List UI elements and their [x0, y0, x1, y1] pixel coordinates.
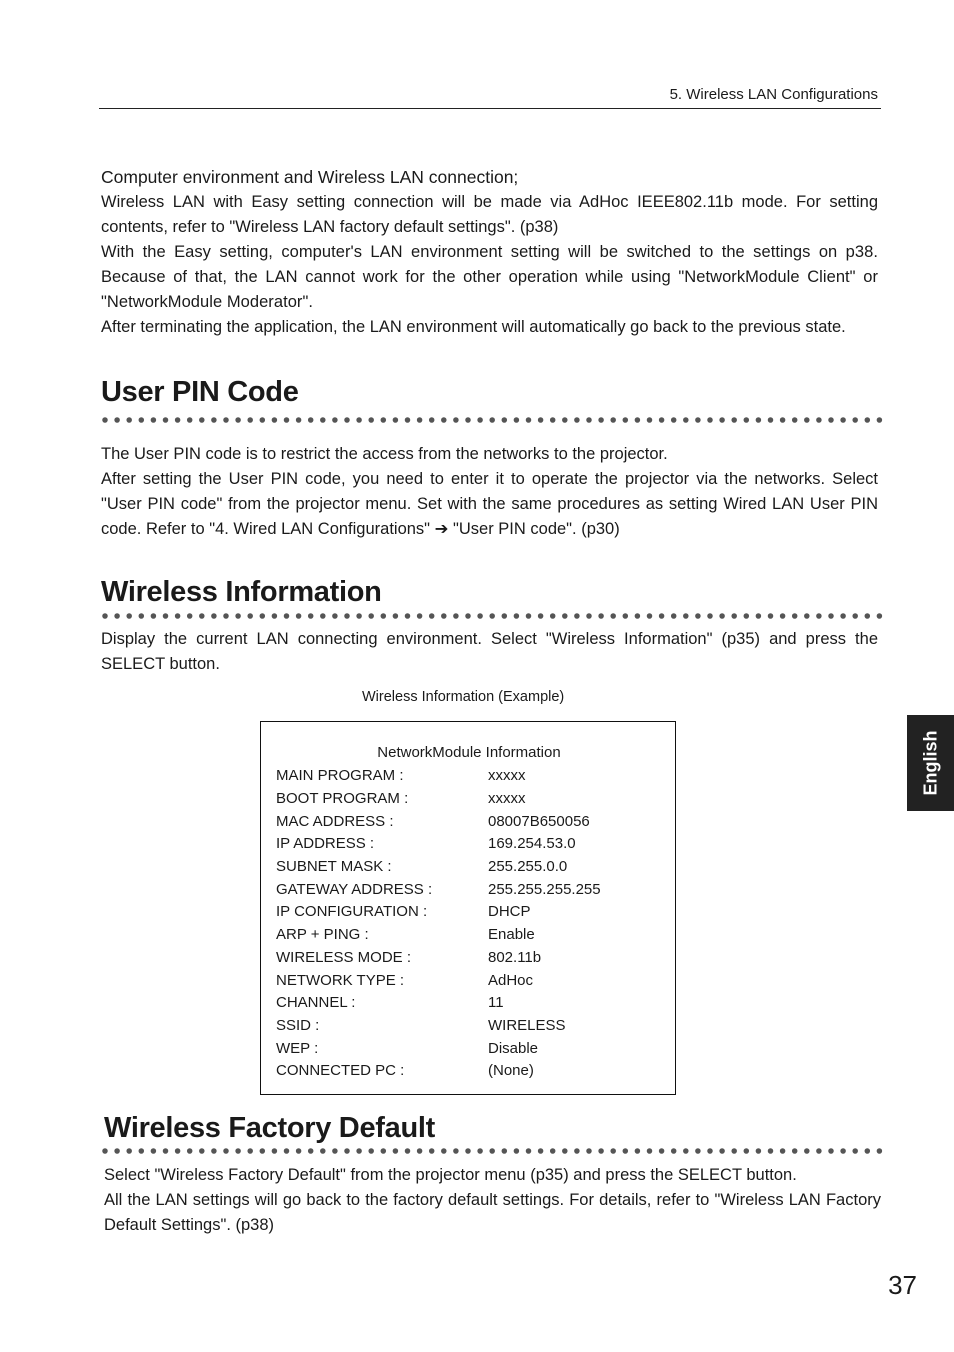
- info-row: [276, 813, 656, 836]
- info-value: 11: [488, 994, 504, 1011]
- info-value: WIRELESS: [488, 1017, 566, 1034]
- info-label: SSID :: [276, 1017, 320, 1034]
- info-label: MAIN PROGRAM :: [276, 767, 404, 784]
- info-row: [276, 790, 656, 813]
- info-row: [276, 994, 656, 1017]
- factory-default-body: [104, 1163, 881, 1238]
- info-label: IP CONFIGURATION :: [276, 903, 428, 920]
- info-row: [276, 767, 656, 790]
- info-label: NETWORK TYPE :: [276, 972, 405, 989]
- user-pin-body: [101, 442, 878, 542]
- info-value: AdHoc: [488, 972, 534, 989]
- info-value: 255.255.255.255: [488, 881, 601, 898]
- intro-body: [101, 190, 878, 340]
- info-label: MAC ADDRESS :: [276, 813, 394, 830]
- user-pin-paragraph: The User PIN code is to restrict the access from the networks to the projector.: [101, 445, 668, 463]
- info-row: [276, 858, 656, 881]
- info-label: WEP :: [276, 1040, 319, 1057]
- info-row: [276, 835, 656, 858]
- info-value: 08007B650056: [488, 813, 590, 830]
- intro-paragraph: Wireless LAN with Easy setting connection will be made via AdHoc IEEE802.11b mode. For setting contents, refer to "Wireless LAN factory default settings". (p38): [101, 193, 878, 236]
- info-label: CONNECTED PC :: [276, 1062, 405, 1079]
- info-row: [276, 926, 656, 949]
- figure-caption: Wireless Information (Example): [362, 689, 565, 705]
- language-tab: [907, 715, 954, 811]
- info-label: SUBNET MASK :: [276, 858, 392, 875]
- dotted-divider: [101, 415, 891, 425]
- info-row: [276, 881, 656, 904]
- info-value: (None): [488, 1062, 534, 1079]
- section-title-user-pin: User PIN Code: [101, 376, 299, 408]
- info-value: xxxxx: [488, 790, 526, 807]
- info-row: [276, 972, 656, 995]
- info-row: [276, 1040, 656, 1063]
- info-label: GATEWAY ADDRESS :: [276, 881, 433, 898]
- section-title-factory-default: Wireless Factory Default: [104, 1112, 435, 1144]
- dotted-divider: [101, 1146, 891, 1156]
- info-value: xxxxx: [488, 767, 526, 784]
- panel-title: NetworkModule Information: [377, 744, 561, 761]
- intro-paragraph: With the Easy setting, computer's LAN environment setting will be switched to the settings on p38. Because of that, the LAN cannot work for the other operation while using "NetworkModule Client" or "NetworkModule Moderator".: [101, 243, 878, 311]
- language-tab-label: English: [920, 730, 940, 796]
- factory-default-paragraph: Select "Wireless Factory Default" from the projector menu (p35) and press the SELECT button.: [104, 1166, 797, 1184]
- running-header: 5. Wireless LAN Configurations: [669, 86, 878, 103]
- info-label: BOOT PROGRAM :: [276, 790, 409, 807]
- info-row: [276, 903, 656, 926]
- intro-paragraph: After terminating the application, the LAN environment will automatically go back to the previous state.: [101, 318, 846, 336]
- page-number: 37: [888, 1270, 917, 1300]
- network-info-panel: [260, 721, 676, 1095]
- intro-subheading: Computer environment and Wireless LAN connection;: [101, 167, 519, 187]
- header-divider: [99, 108, 881, 109]
- user-pin-paragraph: After setting the User PIN code, you need to enter it to operate the projector via the networks. Select "User PIN code" from the projector menu. Set with the same procedures as setting Wired LAN User PIN code. Refer to "4. Wired LAN Configurations" ➔ "User PIN code". (p30): [101, 470, 878, 538]
- factory-default-paragraph: All the LAN settings will go back to the factory default settings. For details, refer to "Wireless LAN Factory Default Settings". (p38): [104, 1191, 881, 1234]
- info-value: DHCP: [488, 903, 531, 920]
- info-value: 169.254.53.0: [488, 835, 576, 852]
- dotted-divider: [101, 611, 891, 621]
- info-row: [276, 1017, 656, 1040]
- info-label: ARP + PING :: [276, 926, 369, 943]
- wireless-info-body: Display the current LAN connecting environment. Select "Wireless Information" (p35) and press the SELECT button.: [101, 630, 878, 673]
- info-value: 802.11b: [488, 949, 542, 966]
- info-label: IP ADDRESS :: [276, 835, 375, 852]
- info-label: WIRELESS MODE :: [276, 949, 412, 966]
- info-value: Enable: [488, 926, 535, 943]
- info-label: CHANNEL :: [276, 994, 356, 1011]
- section-title-wireless-information: Wireless Information: [101, 576, 382, 608]
- info-row: [276, 1062, 656, 1085]
- info-value: Disable: [488, 1040, 539, 1057]
- info-value: 255.255.0.0: [488, 858, 568, 875]
- info-row: [276, 949, 656, 972]
